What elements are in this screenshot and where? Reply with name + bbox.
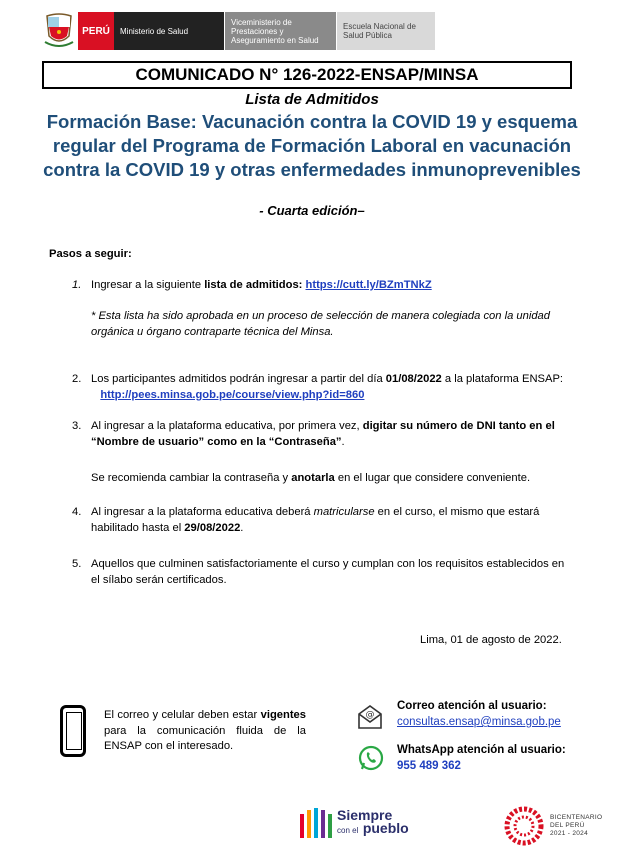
footer-note-pre: El correo y celular deben estar	[104, 709, 261, 721]
step2-post: a la plataforma ENSAP:	[441, 373, 564, 385]
bicentenario-logo	[503, 805, 602, 847]
bicentenario-text: BICENTENARIO	[550, 814, 603, 821]
step4-text	[91, 505, 567, 536]
step1-text	[91, 278, 571, 294]
ministerio-label: Ministerio de Salud	[114, 12, 224, 50]
svg-text:@: @	[365, 710, 375, 720]
communique-title: COMUNICADO N° 126-2022-ENSAP/MINSA	[42, 61, 572, 89]
step2-pre: Los participantes admitidos podrán ingresar a partir del día	[91, 373, 386, 385]
step2-date: 01/08/2022	[385, 373, 442, 385]
email-icon	[356, 704, 384, 730]
siempre-text: Siempre	[337, 807, 393, 823]
footer-note-post: para la comunicación fluida de la ENSAP con el interesado.	[104, 724, 306, 752]
step4-date: 29/08/2022	[184, 521, 241, 534]
step1-pre: Ingresar a la siguiente	[91, 279, 205, 291]
steps-heading: Pasos a seguir:	[49, 248, 132, 260]
bicentenario-emblem-icon	[503, 805, 545, 847]
step3-post: .	[341, 435, 345, 448]
course-title: Formación Base: Vacunación contra la COVID 19 y esquema regular del Programa de Formación Laboral en vacunación contra la COVID 19 y otras enfermedades inmunoprevenibles	[43, 111, 581, 180]
step4-pre: Al ingresar a la plataforma educativa deberá	[91, 506, 314, 518]
step4-mid: en el curso, el mismo que estará habilitado hasta el	[91, 506, 540, 534]
step5-number: 5.	[72, 558, 82, 570]
pueblo-text: pueblo	[362, 820, 409, 836]
step3-pre: Al ingresar a la plataforma educativa, por primera vez,	[91, 420, 363, 432]
step3-number: 3.	[72, 420, 82, 432]
step3-rec-bold: anotarla	[291, 472, 335, 484]
edition-label: - Cuarta edición–	[259, 203, 365, 218]
peru-coat-of-arms-icon	[44, 12, 74, 48]
step2-text	[91, 372, 571, 403]
step2-number: 2.	[72, 373, 82, 385]
years-text: 2021 - 2024	[550, 830, 588, 837]
whatsapp-heading: WhatsApp atención al usuario:	[397, 744, 566, 756]
con-el-text: con el	[337, 826, 359, 835]
step3-rec-pre: Se recomienda cambiar la contraseña y	[91, 472, 292, 484]
place-date: Lima, 01 de agosto de 2022.	[420, 634, 562, 646]
step3-text	[91, 419, 569, 450]
whatsapp-number: 955 489 362	[397, 760, 461, 772]
escuela-label: Escuela Nacional de Salud Pública	[336, 12, 435, 50]
people-figures-icon	[298, 806, 334, 840]
step4-number: 4.	[72, 506, 82, 518]
footer-note-bold: vigentes	[260, 709, 306, 721]
step3-recommendation	[91, 471, 571, 487]
email-heading: Correo atención al usuario:	[397, 700, 547, 712]
step5-text: Aquellos que culminen satisfactoriamente el curso y cumplan con los requisitos establecidos en el sílabo serán certificados.	[91, 558, 565, 586]
del-peru-text: DEL PERÚ	[550, 822, 585, 829]
admitted-list-link[interactable]: https://cutt.ly/BZmTNkZ	[305, 279, 432, 291]
step4-ital: matricularse	[313, 506, 375, 518]
support-email-link[interactable]: consultas.ensap@minsa.gob.pe	[397, 716, 561, 728]
step1-note: * Esta lista ha sido aprobada en un proceso de selección de manera colegiada con la unidad orgánica u órgano contraparte técnica del Minsa.	[91, 310, 550, 338]
step3-bold: digitar su número de DNI tanto en el “Nombre de usuario” como en la “Contraseña”	[91, 420, 555, 448]
step4-post: .	[240, 521, 244, 534]
ensap-platform-link[interactable]: http://pees.minsa.gob.pe/course/view.php?id=860	[100, 388, 365, 401]
viceministerio-label: Viceministerio de Prestaciones y Aseguramiento en Salud	[224, 12, 336, 50]
step1-bold: lista de admitidos:	[204, 279, 303, 291]
siempre-con-el-pueblo-logo	[298, 806, 409, 840]
subtitle: Lista de Admitidos	[245, 91, 379, 108]
step1-number: 1.	[72, 279, 82, 291]
step3-rec-post: en el lugar que considere conveniente.	[334, 472, 531, 484]
mobile-phone-icon	[60, 705, 86, 757]
header-bar	[44, 12, 435, 50]
peru-label: PERÚ	[78, 12, 114, 50]
footer-note	[104, 708, 306, 755]
whatsapp-icon	[358, 745, 384, 771]
